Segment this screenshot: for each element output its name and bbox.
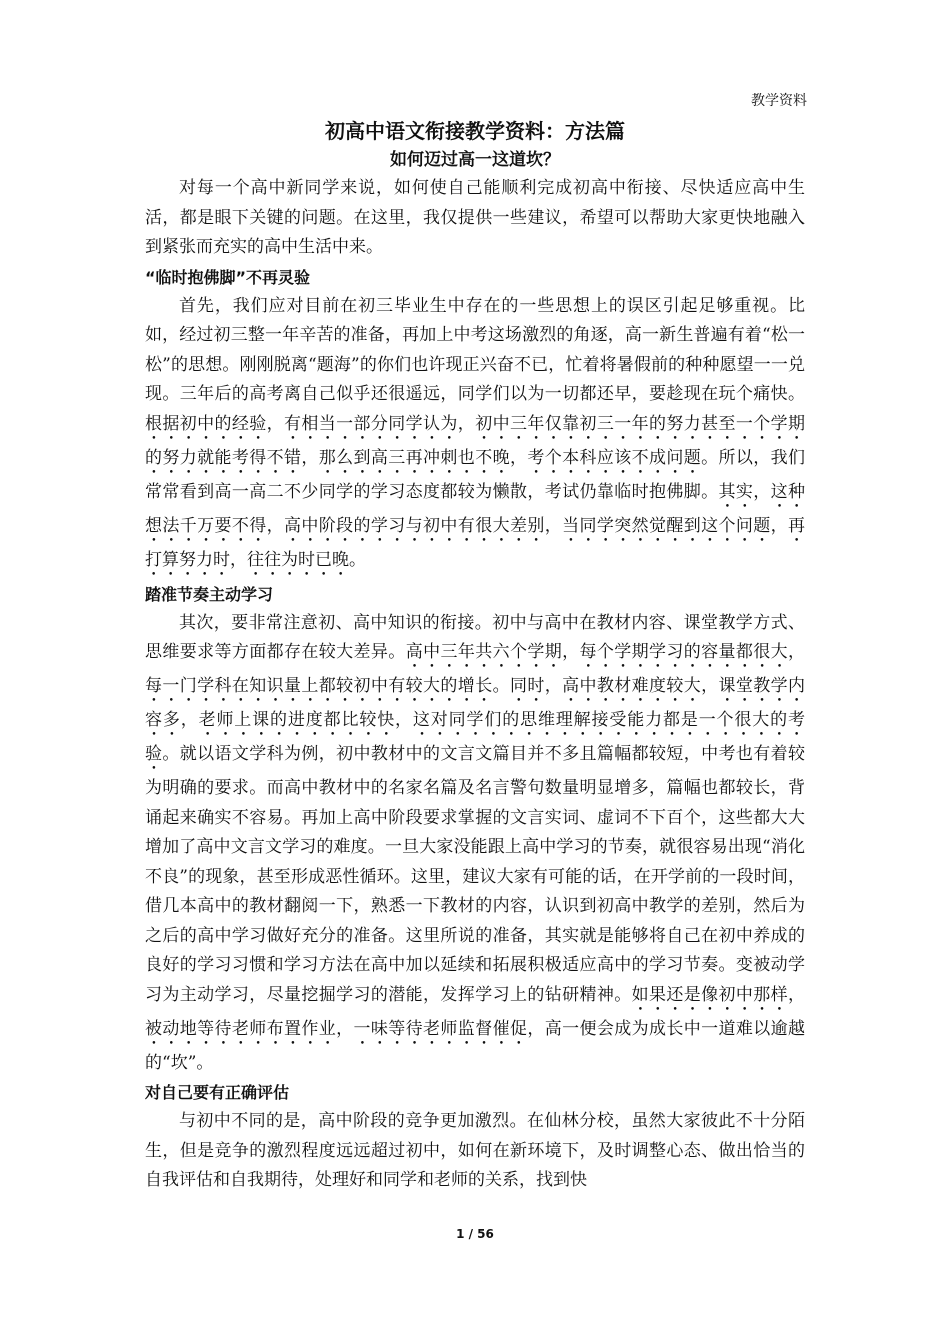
section-3-text-a: 与初中不同的是，高中阶段的竞争更加激烈。在仙林分校，虽然大家彼此不十分陌生，但是竞争的激烈程度远远超过初中，如何在新环境下，及时调整心态、做出恰当的自我评估和自我期待，处理好和同学和老师的关系，找到快 <box>145 1111 805 1190</box>
section-2-paragraph <box>145 609 805 1079</box>
section-1-emphasis-b: 其实，这种想法千万要不得，高中阶段的学习与初中有很大差别，当同学突然觉醒到这个问题，再打算努力时，往往为时已晚。 <box>145 481 806 570</box>
section-1-text-b: 所以，我们常常看到高一高二不少同学的学习态度都较为懒散，考试仍靠临时抱佛脚。 <box>145 447 806 502</box>
section-2-text-c: 高一便会成为成长中一道难以逾越的“坎”。 <box>145 1018 805 1073</box>
page-number: 1 / 56 <box>456 1227 494 1241</box>
section-1-emphasis-a: 根据初中的经验，有相当一部分同学认为，初中三年仅靠初三一年的努力甚至一个学期的努力就能考得不错，那么到高三再冲刺也不晚，考个本科应该不成问题。 <box>145 413 805 468</box>
header-label: 教学资料 <box>751 93 807 109</box>
document-title: 初高中语文衔接教学资料：方法篇 <box>325 119 625 143</box>
section-heading-1: “临时抱佛脚”不再灵验 <box>145 267 311 287</box>
document-body <box>145 116 805 1196</box>
section-3-paragraph <box>145 1107 805 1196</box>
section-heading-3: 对自己要有正确评估 <box>145 1083 290 1102</box>
section-1-text-a: 首先，我们应对目前在初三毕业生中存在的一些思想上的误区引起足够重视。比如，经过初三整一年辛苦的准备，再加上中考这场激烈的角逐，高一新生普遍有着“松一松”的思想。刚刚脱离“题海”的你们也许现正兴奋不已，忙着将暑假前的种种愿望一一兑现。三年后的高考离自己似乎还很遥远，同学们以为一切都还早，要趁现在玩个痛快。 <box>145 295 805 404</box>
section-2-emphasis-b: 如果还是像初中那样，被动地等待老师布置作业，一味等待老师监督催促， <box>145 984 805 1039</box>
section-2-text-a: 其次，要非常注意初、高中知识的衔接。初中与高中在教材内容、课堂教学方式、思维要求等方面都存在较大差异。 <box>145 612 805 662</box>
section-2-emphasis-a: 高中三年共六个学期，每个学期学习的容量都很大，每一门学科在知识量上都较初中有较大的增长。同时，高中教材难度较大，课堂教学内容多，老师上课的进度都比较快，这对同学们的思维理解接受能力都是一个很大的考验。 <box>145 642 806 764</box>
section-2-text-b: 就以语文学科为例，初中教材中的文言文篇目并不多且篇幅都较短，中考也有着较为明确的要求。而高中教材中的名家名篇及名言警句数量明显增多，篇幅也都较长，背诵起来确实不容易。再加上高中阶段要求掌握的文言实词、虚词不下百个，这些都大大增加了高中文言文学习的难度。一旦大家没能跟上高中学习的节奏，就很容易出现“消化不良”的现象，甚至形成恶性循环。这里，建议大家有可能的话，在开学前的一段时间，借几本高中的教材翻阅一下，熟悉一下教材的内容，认识到初高中教学的差别，然后为之后的高中学习做好充分的准备。这里所说的准备，其实就是能够将自己在初中养成的良好的学习习惯和学习方法在高中加以延续和拓展积极适应高中的学习节奏。变被动学习为主动学习，尽量挖掘学习的潜能，发挥学习上的钻研精神。 <box>145 744 806 1005</box>
section-heading-2: 踏准节奏主动学习 <box>145 584 274 604</box>
document-subtitle: 如何迈过高一这道坎？ <box>390 150 560 170</box>
intro-paragraph: 对每一个高中新同学来说，如何使自己能顺利完成初高中衔接、尽快适应高中生活，都是眼下关键的问题。在这里，我仅提供一些建议，希望可以帮助大家更快地融入到紧张而充实的高中生活中来。 <box>145 178 805 257</box>
section-1-paragraph <box>145 292 805 580</box>
